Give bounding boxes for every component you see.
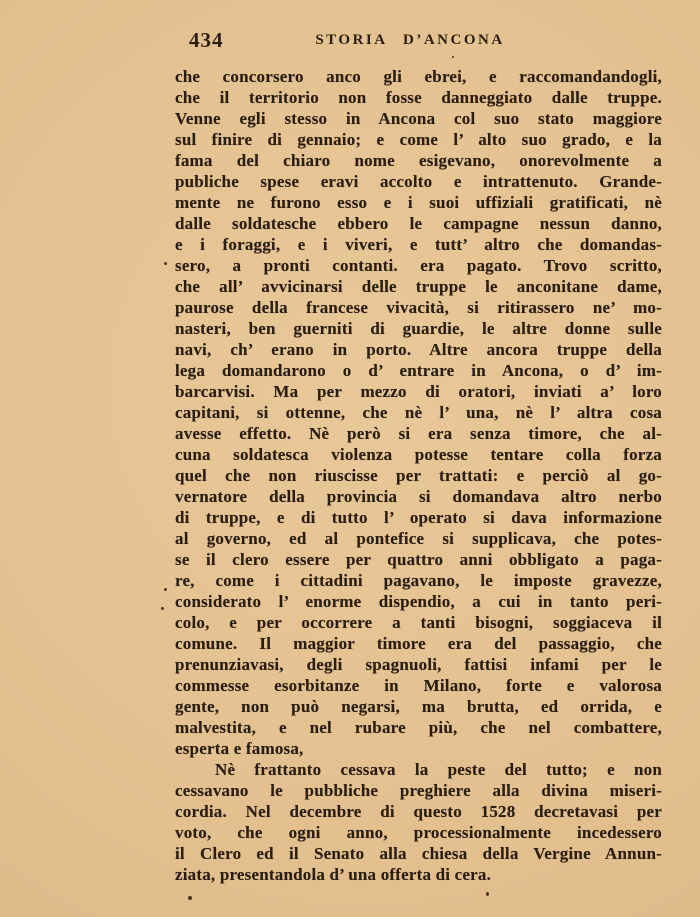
text-line: vernatore della provincia si domandava altro nerbo [175, 487, 662, 506]
text-line: paurose della francese vivacità, si ritirassero ne’ mo- [175, 298, 662, 317]
text-line: nasteri, ben guerniti di guardie, le altre donne sulle [175, 319, 662, 338]
text-line: cuna soldatesca violenza potesse tentare colla forza [175, 445, 662, 464]
text-line: voto, che ogni anno, processionalmente incedessero [175, 823, 662, 842]
text-line: gente, non può negarsi, ma brutta, ed orrida, e [175, 697, 662, 716]
text-line: ziata, presentandola d’ una offerta di cera. [175, 865, 492, 884]
text-line: che all’ avvicinarsi delle truppe le anconitane dame, [175, 277, 662, 296]
text-line: comune. Il maggior timore era del passaggio, che [175, 634, 662, 653]
text-line: di truppe, e di tutto l’ operato si dava informazione [175, 508, 662, 527]
text-line: navi, ch’ erano in porto. Altre ancora truppe della [175, 340, 662, 359]
text-line: quel che non riuscisse per trattati: e perciò al go- [175, 466, 662, 485]
text-line: prenunziavasi, degli spagnuoli, fattisi infami per le [175, 655, 662, 674]
paragraph-1 [175, 66, 662, 759]
text-line: cordia. Nel decembre di questo 1528 decretavasi per [175, 802, 662, 821]
text-line: malvestita, e nel rubare più, che nel combattere, [175, 718, 662, 737]
text-line: che il territorio non fosse danneggiato dalle truppe. [175, 88, 662, 107]
text-line: dalle soldatesche ebbero le campagne nessun danno, [175, 214, 662, 233]
ink-speck [486, 892, 489, 896]
text-line: Venne egli stesso in Ancona col suo stato maggiore [175, 109, 662, 128]
ink-speck [188, 896, 192, 900]
text-line: commesse esorbitanze in Milano, forte e valorosa [175, 676, 662, 695]
text-line: cessavano le pubbliche preghiere alla divina miseri- [175, 781, 662, 800]
ink-speck [452, 56, 454, 58]
text-line: lega domandarono o d’ entrare in Ancona, o d’ im- [175, 361, 662, 380]
text-line: sul finire di gennaio; e come l’ alto suo grado, e la [175, 130, 662, 149]
ink-speck [164, 588, 167, 591]
text-line: mente ne furono esso e i suoi uffiziali gratificati, nè [175, 193, 662, 212]
text-line: colo, e per occorrere a tanti bisogni, soggiaceva il [175, 613, 662, 632]
paragraph-2 [175, 759, 662, 885]
text-line: avesse effetto. Nè però si era senza timore, che al- [175, 424, 662, 443]
text-line: che concorsero anco gli ebrei, e raccomandandogli, [175, 67, 662, 86]
text-line: il Clero ed il Senato alla chiesa della Vergine Annun- [175, 844, 662, 863]
text-line: esperta e famosa, [175, 739, 304, 758]
ink-speck [161, 607, 164, 610]
body-text [175, 66, 662, 885]
text-line: capitani, si ottenne, che nè l’ una, nè l’ altra cosa [175, 403, 662, 422]
text-line: barcarvisi. Ma per mezzo di oratori, inviati a’ loro [175, 382, 662, 401]
text-line: se il clero essere per quattro anni obbligato a paga- [175, 550, 662, 569]
running-title: STORIA D’ANCONA [315, 32, 505, 48]
text-line: Nè frattanto cessava la peste del tutto; e non [215, 760, 662, 779]
text-line: sero, a pronti contanti. era pagato. Trovo scritto, [175, 256, 662, 275]
text-line: considerato l’ enorme dispendio, a cui in tanto peri- [175, 592, 662, 611]
text-line: re, come i cittadini pagavano, le imposte gravezze, [175, 571, 662, 590]
text-line: fama del chiaro nome esigevano, onorevolmente a [175, 151, 662, 170]
text-line: publiche spese eravi accolto e intrattenuto. Grande- [175, 172, 662, 191]
text-line: e i foraggi, e i viveri, e tutt’ altro che domandas- [175, 235, 662, 254]
text-line: al governo, ed al pontefice si supplicava, che potes- [175, 529, 662, 548]
page-number: 434 [189, 28, 224, 52]
ink-speck [164, 262, 167, 265]
page-header [175, 28, 645, 54]
